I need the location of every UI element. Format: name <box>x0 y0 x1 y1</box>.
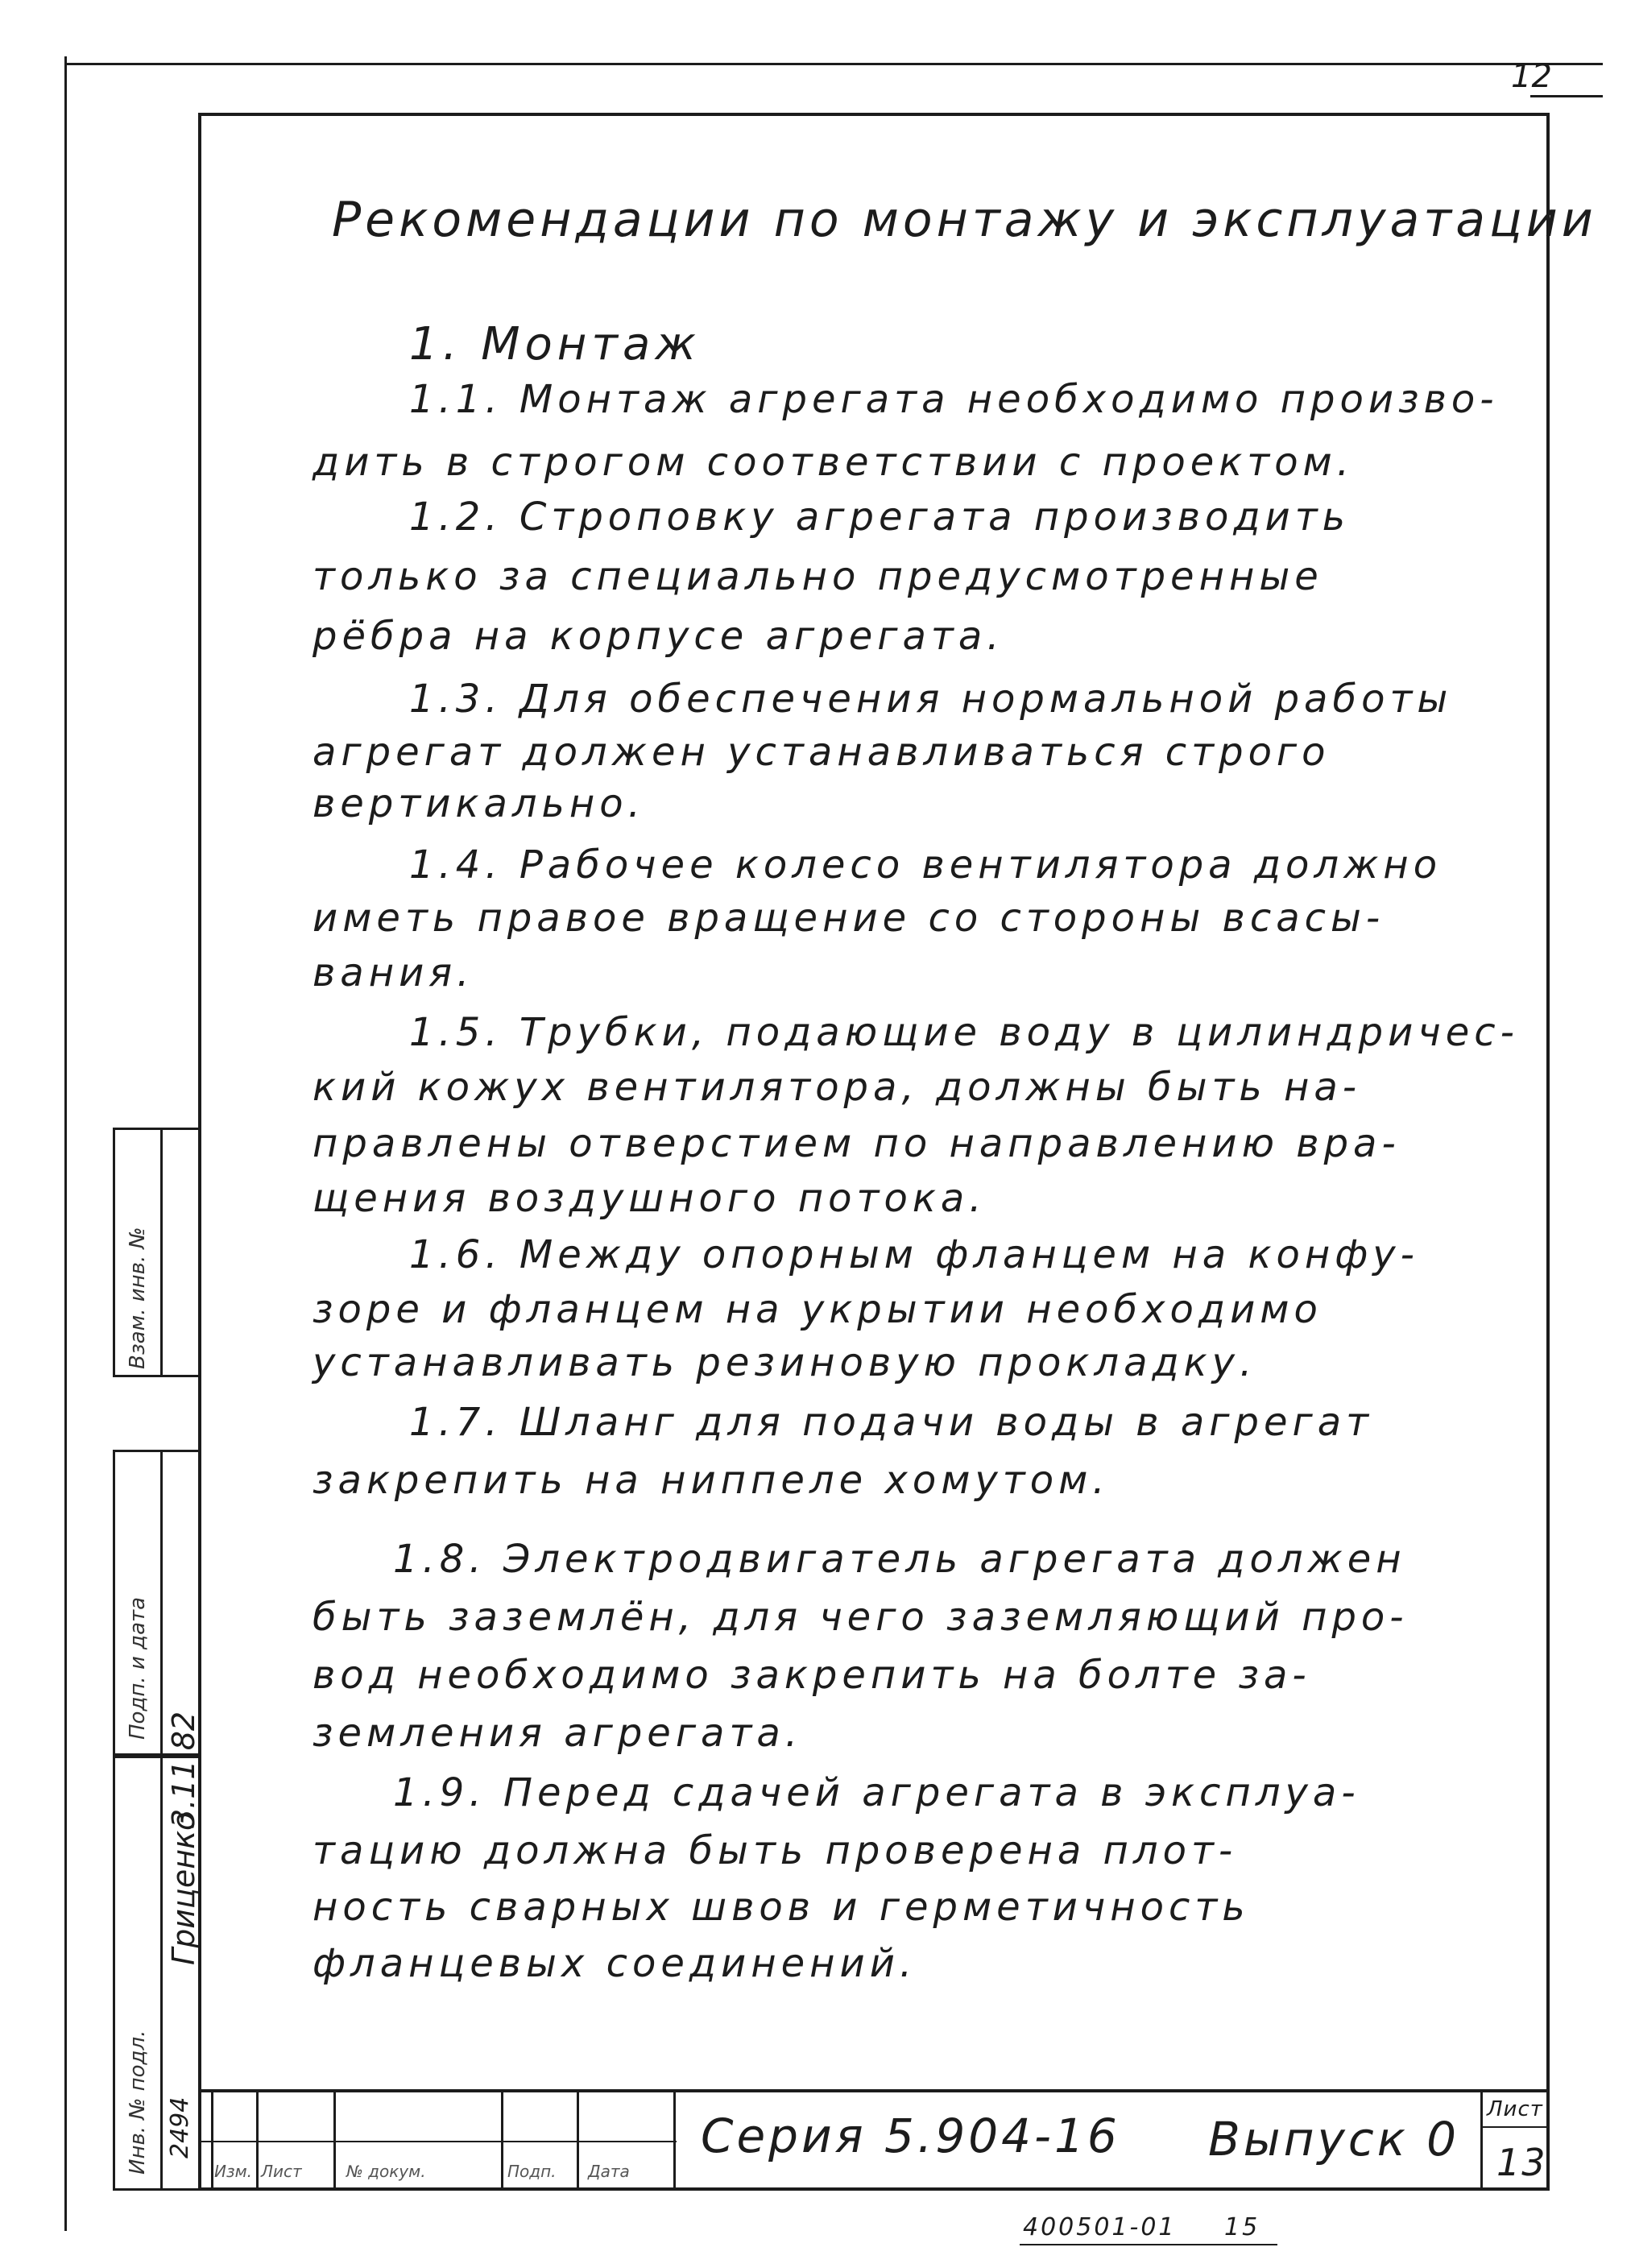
stamp-col-sheet <box>1480 2091 1483 2191</box>
body-line: иметь правое вращение со стороны всасы- <box>313 896 1385 941</box>
stamp-label-doc: № докум. <box>346 2162 426 2181</box>
body-line: закрепить на ниппеле хомутом. <box>313 1458 1110 1503</box>
body-line: тацию должна быть проверена плот- <box>313 1828 1238 1873</box>
side-date: 3.11.82 <box>166 1711 201 1828</box>
body-line: кий кожух вентилятора, должны быть на- <box>313 1065 1362 1110</box>
side-inv-number: 2494 <box>166 2096 194 2158</box>
stamp-col-2 <box>256 2091 259 2191</box>
side-label-1: Взам. инв. № <box>126 1227 150 1369</box>
body-line: 1.3. Для обеспечения нормальной работы <box>409 677 1453 722</box>
body-line: земления агрегата. <box>313 1711 803 1756</box>
body-line: зоре и фланцем на укрытии необходимо <box>313 1287 1322 1332</box>
footer-code: 400501-01 <box>1023 2213 1177 2241</box>
footer-line <box>1020 2244 1277 2245</box>
body-line: только за специально предусмотренные <box>313 554 1323 599</box>
side-signature: Гриценко <box>166 1811 201 1965</box>
body-line: 1.2. Строповку агрегата производить <box>409 495 1350 540</box>
body-line: вод необходимо закрепить на болте за- <box>313 1653 1311 1698</box>
section-heading: 1. Монтаж <box>409 318 701 370</box>
stamp-col-1 <box>211 2091 213 2191</box>
stamp-label-sign: Подп. <box>507 2162 557 2181</box>
stamp-label-date: Дата <box>588 2162 630 2181</box>
body-line: 1.1. Монтаж агрегата необходимо произво- <box>409 377 1499 422</box>
body-line: 1.5. Трубки, подающие воду в цилиндричес- <box>409 1010 1519 1055</box>
body-line: 1.6. Между опорным фланцем на конфу- <box>409 1232 1419 1277</box>
body-line: вертикально. <box>313 781 645 826</box>
stamp-col-3 <box>333 2091 336 2191</box>
body-line: 1.7. Шланг для подачи воды в агрегат <box>409 1400 1374 1445</box>
footer-page: 15 <box>1224 2213 1260 2241</box>
stamp-col-6 <box>673 2091 676 2191</box>
body-line: щения воздушного потока. <box>313 1176 987 1221</box>
body-line: ность сварных швов и герметичность <box>313 1885 1250 1930</box>
title-block-mid-line <box>198 2141 677 2142</box>
stamp-col-4 <box>501 2091 503 2191</box>
left-margin-line <box>64 56 67 2231</box>
body-line: вания. <box>313 950 474 995</box>
page-title: Рекомендации по монтажу и эксплуатации <box>332 192 1597 248</box>
body-line: дить в строгом соответствии с проектом. <box>313 440 1355 485</box>
body-line: 1.4. Рабочее колесо вентилятора должно <box>409 842 1443 888</box>
sheet-number: 13 <box>1496 2141 1547 2184</box>
body-line: правлены отверстием по направлению вра- <box>313 1121 1401 1166</box>
body-line: рёбра на корпусе агрегата. <box>313 614 1004 659</box>
right-top-line <box>1530 95 1603 97</box>
top-border-line <box>64 63 1603 65</box>
stamp-label-sheet: Лист <box>261 2162 302 2181</box>
stamp-col-5 <box>577 2091 579 2191</box>
issue-label: Выпуск 0 <box>1208 2112 1460 2167</box>
title-block-top-line <box>198 2089 1550 2092</box>
body-line: агрегат должен устанавливаться строго <box>313 730 1331 775</box>
body-line: 1.9. Перед сдачей агрегата в эксплуа- <box>393 1770 1360 1815</box>
body-line: 1.8. Электродвигатель агрегата должен <box>393 1537 1406 1582</box>
body-line: быть заземлён, для чего заземляющий про- <box>313 1595 1409 1640</box>
body-line: устанавливать резиновую прокладку. <box>313 1340 1257 1385</box>
sheet-divider <box>1480 2126 1550 2128</box>
series-label: Серия 5.904-16 <box>701 2109 1120 2163</box>
sheet-label: Лист <box>1487 2097 1543 2121</box>
corner-mark: 12 <box>1511 58 1552 95</box>
side-label-3: Инв. № подл. <box>126 2030 150 2175</box>
body-line: фланцевых соединений. <box>313 1941 917 1986</box>
stamp-label-change: Изм. <box>214 2162 253 2181</box>
side-label-2: Подп. и дата <box>126 1596 150 1740</box>
